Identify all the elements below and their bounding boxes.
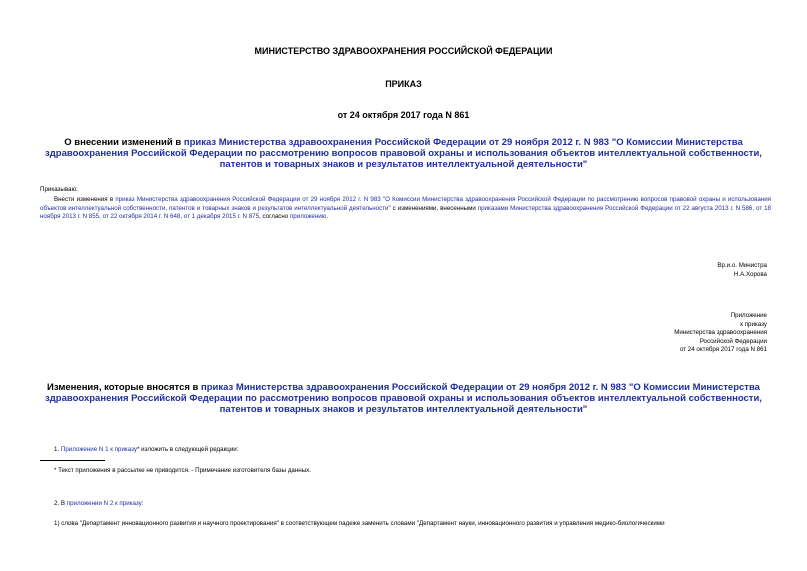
footnote-divider <box>40 460 105 461</box>
signature-block <box>717 262 767 279</box>
appendix-header <box>674 312 767 355</box>
changes-title-prefix: Изменения, которые вносятся в <box>47 382 202 393</box>
date-number: от 24 октября 2017 года N 861 <box>337 110 470 120</box>
order-word: Приказываю: <box>40 186 78 193</box>
appendix-line-2: к приказу <box>740 320 767 328</box>
item-2-number: 2. В <box>54 500 67 507</box>
item-2-text: : <box>141 500 144 507</box>
title-order-link[interactable]: приказ Министерства здравоохранения Российской Федерации от 29 ноября 2012 г. N 983 "О Комиссии Министерства здравоохранения Российской Федерации по рассмотрению вопросов правовой охраны и использования объектов интеллектуальной собственности, патентов и товарных знаков и результатов интеллектуальной деятельности" <box>45 137 762 170</box>
p1-text-2: с изменениями, внесенными <box>390 204 478 212</box>
item-1-link[interactable]: Приложение N 1 к приказу <box>60 446 137 453</box>
item-1 <box>54 446 238 455</box>
item-2 <box>54 500 144 509</box>
appendix-line-5: от 24 октября 2017 года N 861 <box>679 346 767 354</box>
footnote: * Текст приложения в рассылке не приводится. - Примечание изготовителя базы данных. <box>54 467 311 474</box>
item-1-number: 1. <box>54 446 61 453</box>
ministry-heading: МИНИСТЕРСТВО ЗДРАВООХРАНЕНИЯ РОССИЙСКОЙ ФЕДЕРАЦИИ <box>254 46 553 56</box>
order-paragraph <box>40 196 771 222</box>
document-title <box>30 137 777 170</box>
item-1-text: * изложить в следующей редакции: <box>137 446 239 453</box>
title-prefix: О внесении изменений в <box>64 137 184 148</box>
p1-text-1: Внести изменения в <box>54 196 116 203</box>
item-2-link[interactable]: приложении N 2 к приказу <box>66 500 142 507</box>
p1-order-link[interactable]: приказ Министерства здравоохранения Российской Федерации от 29 ноября 2012 г. N 983 "О Комиссии Министерства здравоохранения Российской Федерации по рассмотрению вопросов правовой охраны и использования объектов интеллектуальной собственности, патентов и товарных знаков и результатов интеллектуальной деятельности" <box>40 196 772 212</box>
p1-text-3: , согласно <box>259 213 290 221</box>
changes-title <box>30 382 777 415</box>
signature-position: Вр.и.о. Министра <box>717 262 767 269</box>
doc-type-heading: ПРИКАЗ <box>385 79 422 89</box>
changes-title-order-link[interactable]: приказ Министерства здравоохранения Российской Федерации от 29 ноября 2012 г. N 983 "О Комиссии Министерства здравоохранения Российской Федерации по рассмотрению вопросов правовой охраны и использования объектов интеллектуальной собственности, патентов и товарных знаков и результатов интеллектуальной деятельности" <box>45 382 762 415</box>
signature-name: Н.А.Хорова <box>733 270 767 278</box>
p1-amendments-link[interactable]: приказами Министерства здравоохранения Российской Федерации от 22 августа 2013 г. N 586, от 18 ноября 2013 г. N 855, от 22 октября 2014 г. N 648, от 1 декабря 2015 г. N 875 <box>40 204 771 221</box>
item-2-subitem-1: 1) слова "Департамент инновационного развития и научного проектирования" в соответствующем падеже заменить словами "Департамент науки, инновационного развития и управления медико-биологическими <box>54 520 665 527</box>
p1-end: . <box>326 213 329 221</box>
p1-appendix-link[interactable]: приложению <box>289 213 327 221</box>
appendix-line-3: Министерства здравоохранения <box>674 329 767 337</box>
appendix-line-1: Приложение <box>730 312 767 319</box>
appendix-line-4: Российской Федерации <box>699 337 767 345</box>
